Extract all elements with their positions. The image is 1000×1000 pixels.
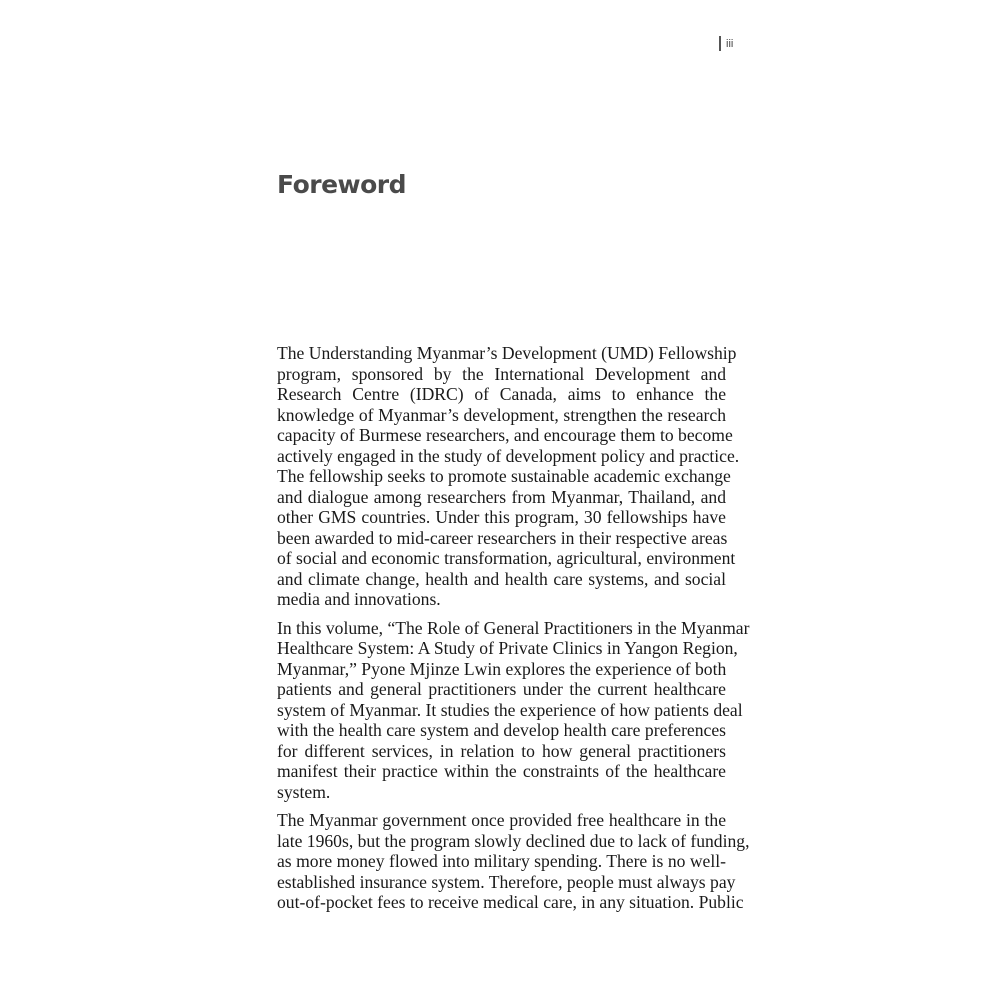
page-number-divider: [719, 36, 721, 51]
text-line: out-of-pocket fees to receive medical care, in any situation. Public: [277, 892, 744, 912]
text-line: patients and general practitioners under the current healthcare: [277, 679, 726, 699]
text-line: program, sponsored by the International Development and: [277, 363, 726, 384]
text-line: of social and economic transformation, agricultural, environment: [277, 548, 736, 568]
text-line: system.: [277, 781, 331, 802]
text-line: The Understanding Myanmar’s Development (UMD) Fellowship: [277, 343, 737, 363]
paragraph-3: [277, 810, 750, 913]
text-line: media and innovations.: [277, 589, 441, 609]
page-number-text: iii: [726, 37, 734, 50]
body-text: [277, 343, 750, 921]
text-line: other GMS countries. Under this program, 30 fellowships have: [277, 507, 726, 527]
text-line: and dialogue among researchers from Myanmar, Thailand, and: [277, 486, 726, 507]
paragraph-1: [277, 343, 740, 610]
text-line: manifest their practice within the constraints of the healthcare: [277, 761, 726, 781]
text-line: for different services, in relation to how general practitioners: [277, 740, 726, 761]
text-line: as more money flowed into military spending. There is no well-: [277, 851, 726, 871]
text-line: system of Myanmar. It studies the experience of how patients deal: [277, 699, 743, 720]
text-line: actively engaged in the study of development policy and practice.: [277, 445, 740, 466]
text-line: and climate change, health and health care systems, and social: [277, 568, 726, 589]
text-line: In this volume, “The Role of General Practitioners in the Myanmar: [277, 617, 750, 638]
page-number: [719, 36, 733, 51]
text-line: established insurance system. Therefore, people must always pay: [277, 871, 736, 892]
text-line: Research Centre (IDRC) of Canada, aims to enhance the: [277, 384, 726, 404]
text-line: been awarded to mid-career researchers in their respective areas: [277, 527, 728, 548]
text-line: Healthcare System: A Study of Private Clinics in Yangon Region,: [277, 638, 738, 658]
text-line: The Myanmar government once provided free healthcare in the: [277, 810, 726, 830]
text-line: with the health care system and develop health care preferences: [277, 720, 726, 740]
text-line: The fellowship seeks to promote sustainable academic exchange: [277, 466, 731, 486]
text-line: late 1960s, but the program slowly declined due to lack of funding,: [277, 830, 750, 851]
paragraph-2: [277, 617, 750, 803]
text-line: capacity of Burmese researchers, and encourage them to become: [277, 425, 733, 445]
text-line: knowledge of Myanmar’s development, strengthen the research: [277, 404, 726, 425]
page-title: Foreword: [277, 170, 407, 199]
text-line: Myanmar,” Pyone Mjinze Lwin explores the experience of both: [277, 658, 727, 679]
